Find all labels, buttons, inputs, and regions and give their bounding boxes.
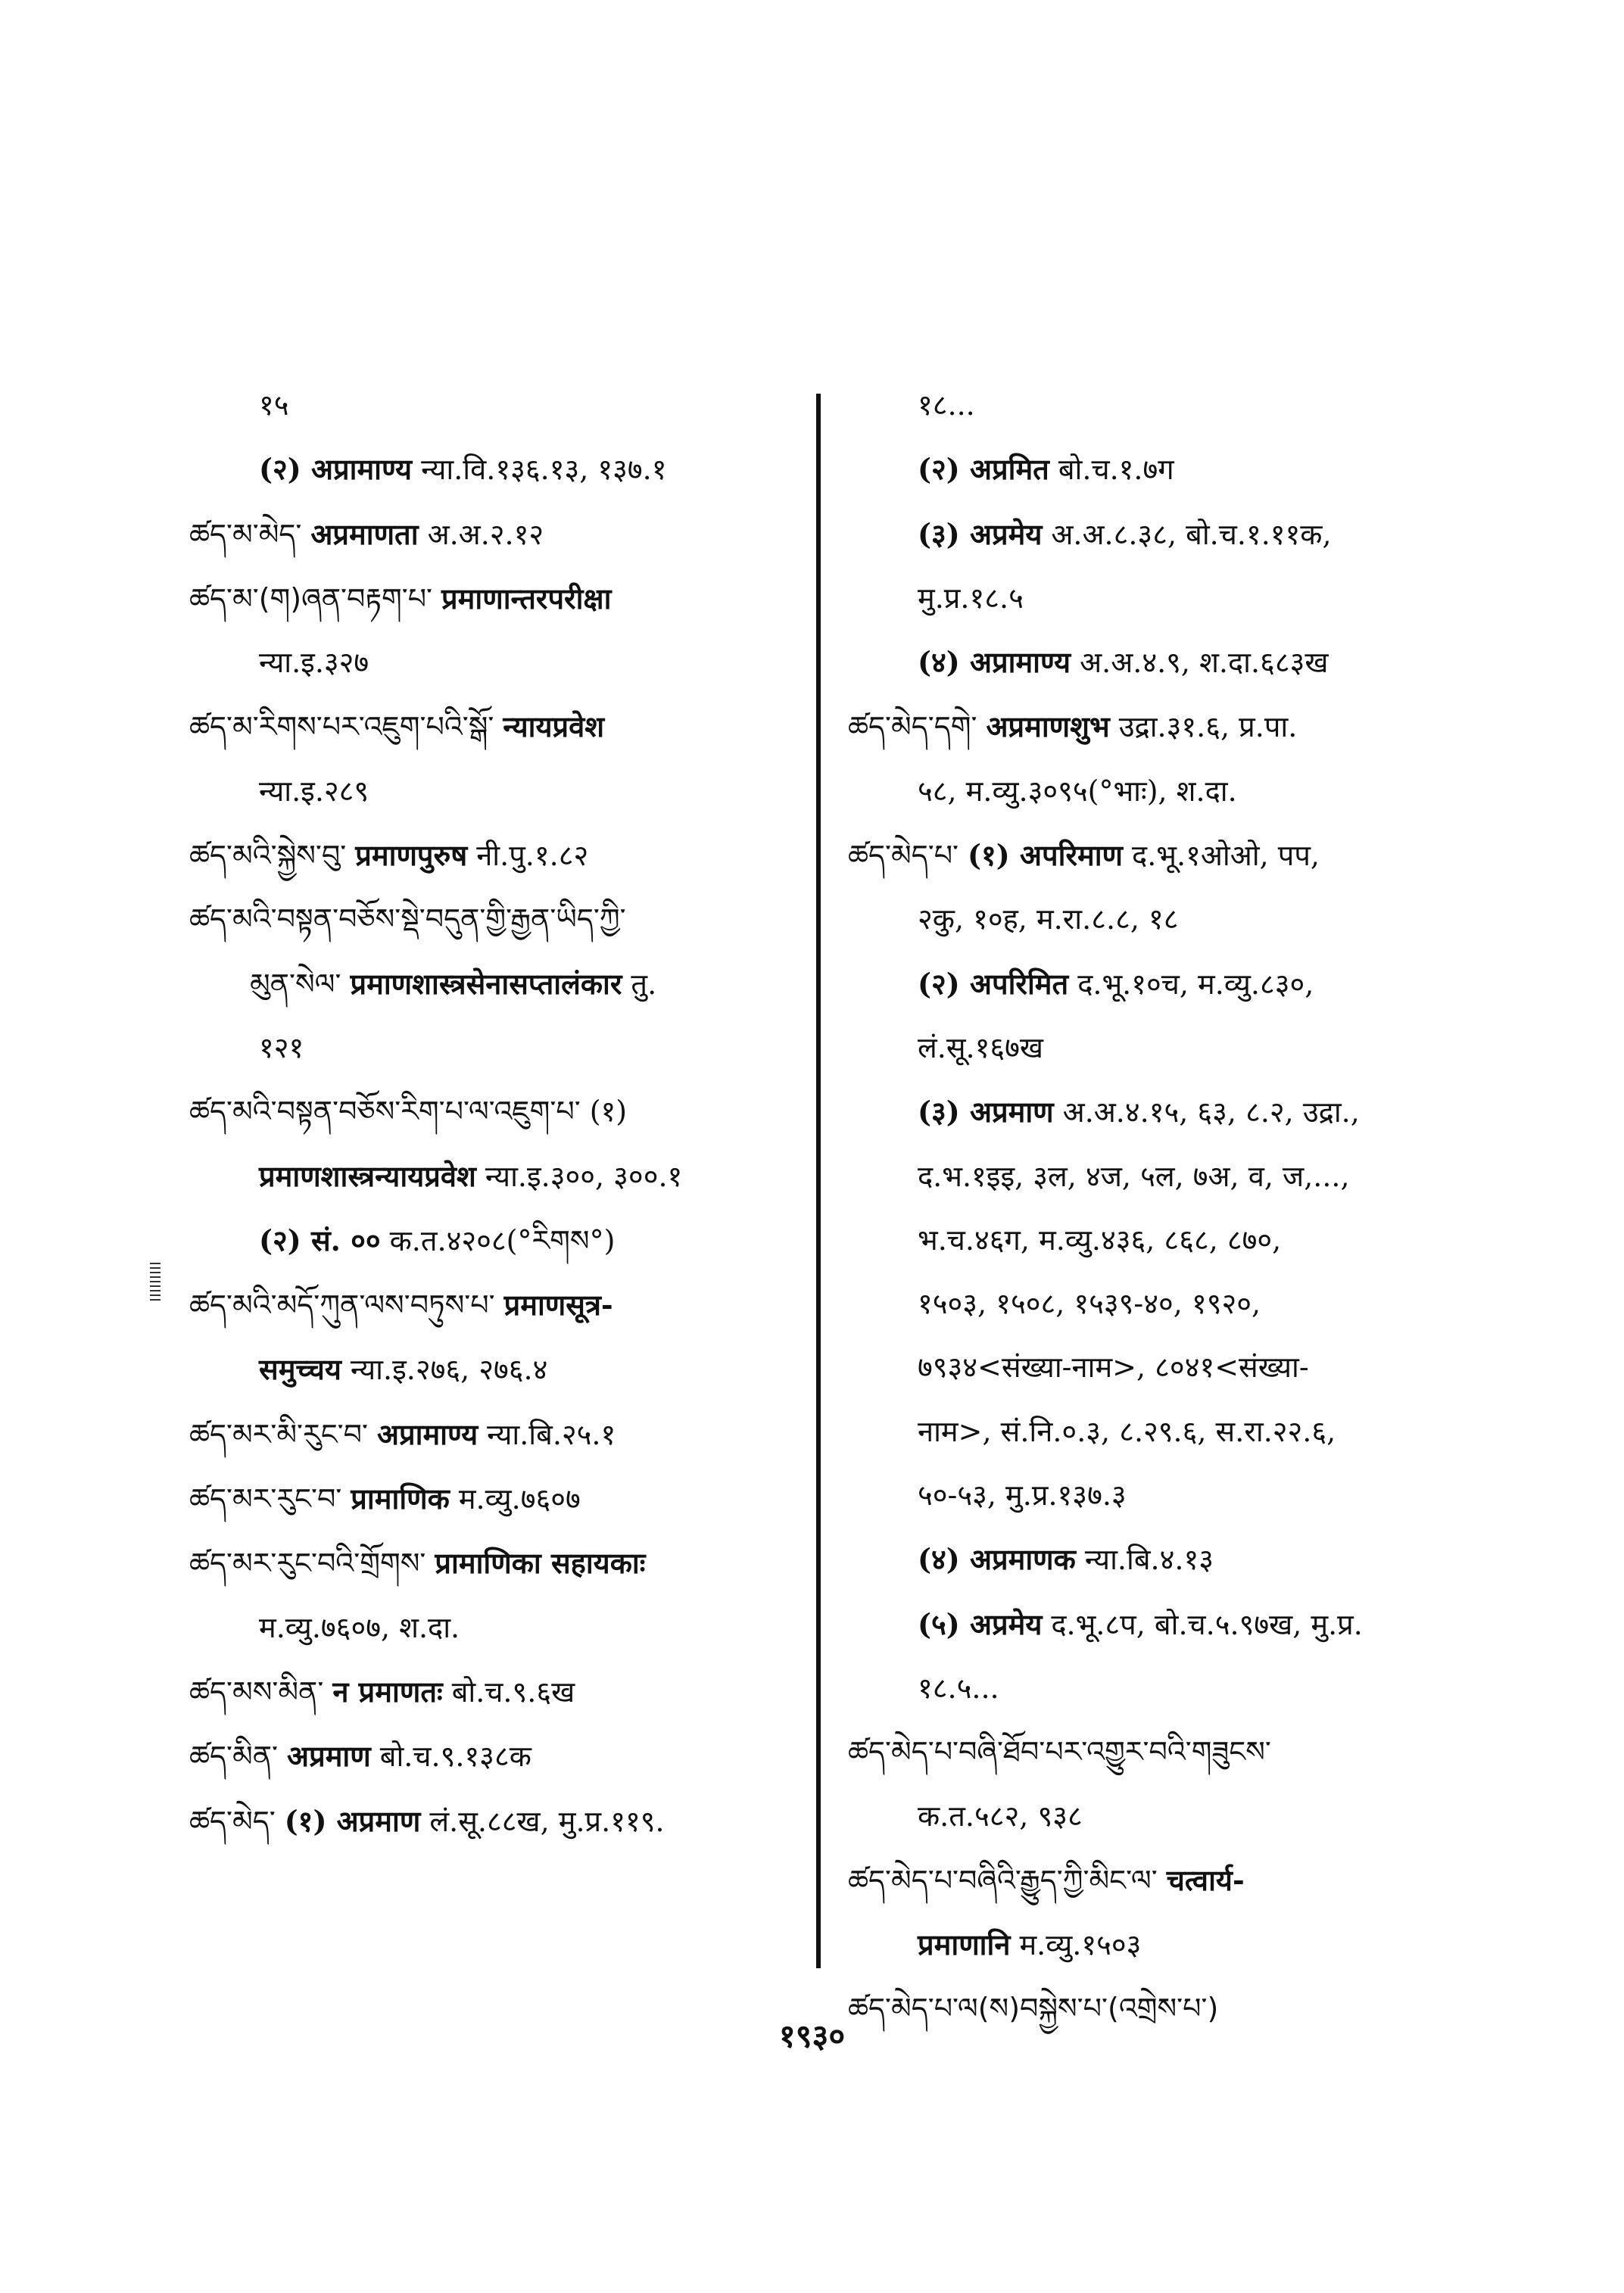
source-reference: द.भू.१०च, म.व्यु.८३०, bbox=[1077, 967, 1314, 1001]
dictionary-entry bbox=[848, 900, 1454, 939]
source-reference: १५ bbox=[259, 388, 289, 422]
source-reference: क.त.४२०८(°རིགས°) bbox=[389, 1223, 616, 1257]
source-reference: नी.पु.१.८२ bbox=[476, 839, 589, 873]
page-number: १९३० bbox=[778, 2017, 846, 2055]
dictionary-entry bbox=[848, 450, 1454, 489]
dictionary-entry bbox=[189, 964, 795, 1004]
dictionary-entry bbox=[848, 836, 1454, 875]
dictionary-entry bbox=[189, 1415, 795, 1454]
tibetan-headword: ཚད་མེད་པ་ལ(ས)བསྐྱེས་པ་(འགྲེས་པ་) bbox=[848, 1992, 1219, 2026]
sanskrit-term: (३) अप्रमेय bbox=[918, 516, 1043, 551]
dictionary-entry bbox=[848, 1348, 1454, 1387]
dictionary-entry bbox=[848, 386, 1454, 425]
source-reference: क.त.५८२, ९३८ bbox=[918, 1799, 1083, 1833]
tibetan-headword: ཚད་མའི་བསྟན་བཅོས་སྡེ་བདུན་གྱི་རྒྱན་ཡིད་ཀྱི་ bbox=[189, 902, 626, 936]
sanskrit-term: अप्रमाणता bbox=[310, 516, 419, 551]
dictionary-entry bbox=[189, 1285, 795, 1325]
source-reference: लं.सू.१६७ख bbox=[918, 1030, 1043, 1064]
dictionary-entry bbox=[189, 1157, 795, 1196]
source-reference: बो.च.९.१३८क bbox=[379, 1740, 531, 1774]
right-column bbox=[848, 386, 1454, 2054]
source-reference: १८... bbox=[918, 388, 975, 422]
dictionary-entry bbox=[848, 1092, 1454, 1132]
source-reference: न्या.बि.२५.१ bbox=[487, 1417, 616, 1451]
dictionary-entry bbox=[189, 579, 795, 618]
sanskrit-term: (२) अप्रमित bbox=[918, 452, 1049, 487]
source-reference: अ.अ.४.१५, ६३, ८.२, उद्रा., bbox=[1062, 1095, 1360, 1129]
sanskrit-term: (१) अप्रमाण bbox=[284, 1803, 421, 1838]
source-reference: म.व्यु.७६०७ bbox=[458, 1482, 581, 1516]
dictionary-entry bbox=[848, 643, 1454, 682]
source-reference: (१) bbox=[589, 1095, 628, 1129]
dictionary-entry bbox=[848, 1029, 1454, 1067]
tibetan-headword: ཚད་མའི་བསྟན་བཅོས་རིག་པ་ལ་འཇུག་པ་ bbox=[189, 1095, 581, 1129]
source-reference: न्या.इ.२८९ bbox=[259, 774, 369, 808]
sanskrit-term: प्रामाणिका सहायकाः bbox=[435, 1546, 646, 1581]
source-reference: बो.च.१.७ग bbox=[1058, 453, 1174, 487]
dictionary-entry bbox=[848, 707, 1454, 746]
tibetan-headword: ཚད་མར་རུང་བའི་གྲོགས་ bbox=[189, 1547, 426, 1581]
source-reference: म.व्यु.७६०७, श.दा. bbox=[259, 1610, 460, 1644]
sanskrit-term: (२) अपरिमित bbox=[918, 966, 1069, 1001]
left-column bbox=[189, 386, 795, 1866]
sanskrit-term: अप्रामाण्य bbox=[376, 1416, 478, 1451]
sanskrit-term: प्रमाणानि bbox=[918, 1927, 1011, 1962]
source-reference: द.भू.८प, बो.च.५.९७ख, मु.प्र. bbox=[1051, 1607, 1363, 1641]
dictionary-entry bbox=[848, 1221, 1454, 1260]
tibetan-headword: ཚད་མེད་པ་བཞི་ཐོབ་པར་འགྱུར་བའི་གཟུངས་ bbox=[848, 1735, 1271, 1769]
tibetan-headword: ཚད་མེད་ bbox=[189, 1804, 276, 1838]
dictionary-entry bbox=[189, 386, 795, 425]
dictionary-entry bbox=[848, 964, 1454, 1004]
sanskrit-term: प्रमाणशास्त्रसेनासप्तालंकार bbox=[350, 966, 622, 1001]
source-reference: द.भ.१इइ, ३ल, ४ज, ५ल, ७अ, व, ज,..., bbox=[918, 1159, 1350, 1193]
tibetan-headword: ཚད་མ་རིགས་པར་འཇུག་པའི་སྒོ་ bbox=[189, 710, 494, 744]
dictionary-entry bbox=[189, 1350, 795, 1389]
source-reference: न्या.इ.२७६, २७६.४ bbox=[350, 1353, 548, 1387]
dictionary-entry bbox=[848, 1861, 1454, 1900]
dictionary-entry bbox=[189, 1544, 795, 1583]
source-reference: अ.अ.८.३८, बो.च.१.११क, bbox=[1051, 517, 1332, 551]
source-reference: म.व्यु.१५०३ bbox=[1019, 1928, 1142, 1962]
sanskrit-term: प्रमाणान्तरपरीक्षा bbox=[441, 581, 612, 615]
dictionary-entry bbox=[189, 772, 795, 811]
source-reference: १२१ bbox=[259, 1030, 304, 1064]
sanskrit-term: (२) अप्रामाण्य bbox=[259, 452, 413, 487]
dictionary-entry bbox=[189, 515, 795, 554]
sanskrit-term: (३) अप्रमाण bbox=[918, 1095, 1054, 1129]
dictionary-entry bbox=[189, 1609, 795, 1647]
source-reference: ७९३४<संख्या-नाम>, ८०४१<संख्या- bbox=[918, 1351, 1309, 1385]
tibetan-headword: ཚད་མ་མེད་ bbox=[189, 517, 302, 551]
dictionary-entry bbox=[848, 1413, 1454, 1451]
sanskrit-term: अप्रमाणशुभ bbox=[986, 709, 1110, 744]
sanskrit-term: प्रमाणशास्त्रन्यायप्रवेश bbox=[259, 1158, 476, 1193]
source-reference: अ.अ.२.१२ bbox=[427, 517, 544, 551]
source-reference: द.भू.१ओओ, पप, bbox=[1132, 839, 1320, 873]
tibetan-headword: ཚད་མས་མིན་ bbox=[189, 1675, 324, 1709]
sanskrit-term: प्रमाणसूत्र- bbox=[503, 1288, 613, 1323]
source-reference: तु. bbox=[631, 967, 657, 1001]
sanskrit-term: अप्रमाण bbox=[287, 1739, 371, 1774]
sanskrit-term: (१) अपरिमाण bbox=[968, 838, 1124, 873]
dictionary-entry bbox=[189, 707, 795, 746]
tibetan-headword: མུན་སེལ་ bbox=[250, 967, 341, 1001]
dictionary-entry bbox=[848, 1669, 1454, 1708]
source-reference: न्या.इ.३००, ३००.१ bbox=[485, 1159, 683, 1193]
sanskrit-term: न्यायप्रवेश bbox=[503, 709, 605, 744]
sanskrit-term: (२) सं. ०० bbox=[259, 1223, 381, 1257]
source-reference: बो.च.९.६ख bbox=[451, 1675, 575, 1709]
sanskrit-term: चत्वार्य- bbox=[1166, 1862, 1245, 1897]
tibetan-headword: ཚད་མེད་པ་བཞིའི་རྒྱུད་ཀྱི་མིང་ལ་ bbox=[848, 1863, 1158, 1897]
source-reference: ५८, म.व्यु.३०९५(°भाः), श.दा. bbox=[918, 774, 1237, 808]
source-reference: लं.सू.८८ख, मु.प्र.११९. bbox=[429, 1804, 665, 1838]
column-divider bbox=[816, 394, 821, 1968]
source-reference: नाम>, सं.नि.०.३, ८.२९.६, स.रा.२२.६, bbox=[918, 1414, 1336, 1448]
tibetan-headword: ཚད་མའི་སྐྱེས་བུ་ bbox=[189, 839, 347, 873]
dictionary-entry bbox=[848, 772, 1454, 811]
tibetan-headword: ཚད་མེད་པ་ bbox=[848, 839, 959, 873]
dictionary-entry bbox=[848, 1285, 1454, 1323]
source-reference: अ.अ.४.९, श.दा.६८३ख bbox=[1080, 646, 1329, 680]
dictionary-entry bbox=[848, 1925, 1454, 1964]
tibetan-headword: ཚད་མར་རུང་བ་ bbox=[189, 1482, 342, 1516]
dictionary-entry bbox=[848, 1733, 1454, 1771]
margin-tick-marks bbox=[150, 1263, 161, 1301]
sanskrit-term: (५) अप्रमेय bbox=[918, 1606, 1043, 1641]
source-reference: ५०-५३, मु.प्र.१३७.३ bbox=[918, 1478, 1127, 1513]
dictionary-entry bbox=[848, 1540, 1454, 1579]
sanskrit-term: प्रामाणिक bbox=[351, 1481, 450, 1516]
sanskrit-term: (४) अप्रामाण्य bbox=[918, 645, 1071, 680]
dictionary-entry bbox=[189, 900, 795, 939]
dictionary-entry bbox=[848, 1797, 1454, 1836]
tibetan-headword: ཚད་མའི་མདོ་ཀུན་ལས་བཏུས་པ་ bbox=[189, 1288, 495, 1323]
source-reference: १५०३, १५०८, १५३९-४०, १९२०, bbox=[918, 1287, 1261, 1321]
dictionary-entry bbox=[848, 1157, 1454, 1196]
sanskrit-term: (४) अप्रमाणक bbox=[918, 1542, 1076, 1577]
dictionary-entry bbox=[848, 515, 1454, 554]
sanskrit-term: न प्रमाणतः bbox=[332, 1674, 443, 1709]
tibetan-headword: ཚད་མེད་དགེ་ bbox=[848, 710, 977, 744]
source-reference: मु.प्र.१८.५ bbox=[918, 581, 1024, 615]
source-reference: १८.५... bbox=[918, 1671, 999, 1705]
dictionary-entry bbox=[189, 643, 795, 682]
source-reference: न्या.वि.१३६.१३, १३७.१ bbox=[421, 453, 667, 487]
dictionary-entry bbox=[189, 1479, 795, 1519]
source-reference: न्या.इ.३२७ bbox=[259, 646, 369, 680]
dictionary-entry bbox=[848, 1605, 1454, 1644]
dictionary-entry bbox=[848, 579, 1454, 618]
dictionary-entry bbox=[189, 450, 795, 489]
tibetan-headword: ཚད་མིན་ bbox=[189, 1740, 279, 1774]
tibetan-headword: ཚད་མ་(ག)ཞན་བརྟག་པ་ bbox=[189, 581, 433, 615]
sanskrit-term: समुच्चय bbox=[259, 1352, 341, 1387]
source-reference: न्या.बि.४.१३ bbox=[1084, 1543, 1214, 1577]
source-reference: २कु, १०ह, म.रा.८.८, १८ bbox=[918, 902, 1179, 936]
dictionary-entry bbox=[189, 1737, 795, 1776]
dictionary-entry bbox=[189, 1802, 795, 1841]
dictionary-entry bbox=[189, 1029, 795, 1067]
tibetan-headword: ཚད་མར་མི་རུང་བ་ bbox=[189, 1417, 368, 1451]
dictionary-entry bbox=[189, 836, 795, 875]
sanskrit-term: प्रमाणपुरुष bbox=[355, 838, 468, 873]
dictionary-entry bbox=[848, 1476, 1454, 1515]
dictionary-entry bbox=[189, 1092, 795, 1131]
dictionary-entry bbox=[189, 1672, 795, 1712]
source-reference: उद्रा.३१.६, प्र.पा. bbox=[1118, 710, 1298, 744]
dictionary-entry bbox=[189, 1221, 795, 1260]
source-reference: भ.च.४६ग, म.व्यु.४३६, ८६८, ८७०, bbox=[918, 1223, 1282, 1257]
